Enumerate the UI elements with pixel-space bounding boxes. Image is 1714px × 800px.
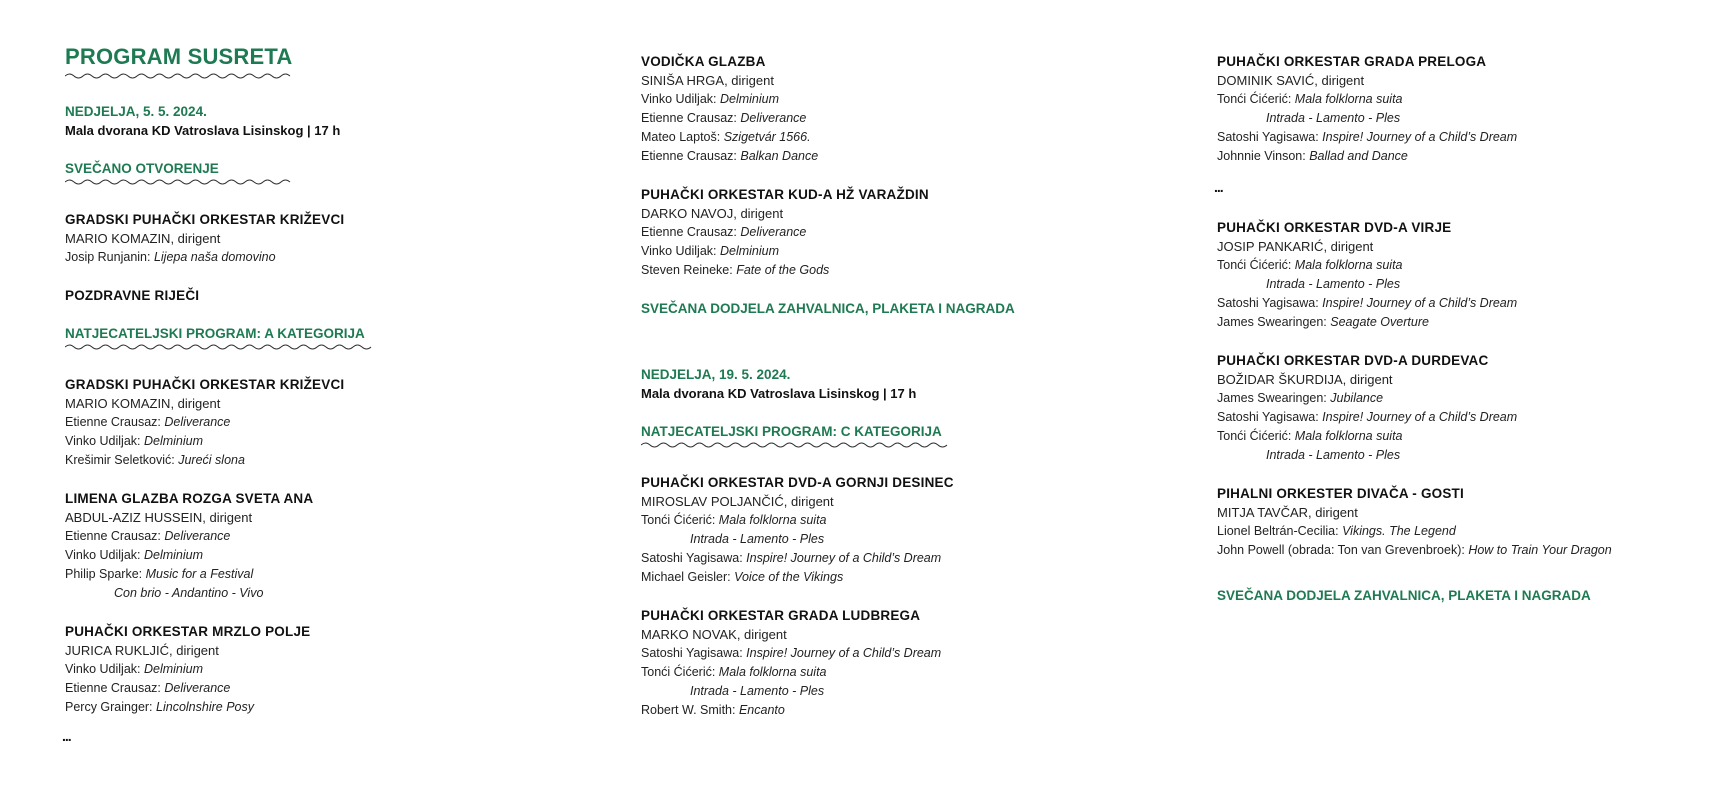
piece-line <box>65 451 585 470</box>
ensemble-block <box>641 606 1161 720</box>
section-heading-speeches: POZDRAVNE RIJEČI <box>65 288 200 303</box>
page-title: PROGRAM SUSRETA <box>65 44 293 69</box>
ensemble-name: LIMENA GLAZBA ROZGA SVETA ANA <box>65 491 314 506</box>
work-title: Voice of the Vikings <box>734 570 844 584</box>
work-title: Mala folklorna suita <box>718 513 827 527</box>
work-title: Inspire! Journey of a Child’s Dream <box>1322 130 1518 144</box>
composer: James Swearingen: <box>1217 315 1331 329</box>
ensemble-block <box>1217 351 1697 465</box>
continuation-ellipsis: ... <box>62 728 71 744</box>
piece-line <box>641 644 1161 663</box>
composer: John Powell (obrada: Ton van Grevenbroek): <box>1217 543 1469 557</box>
work-title: Szigetvár 1566. <box>723 130 811 144</box>
work-title: Fate of the Gods <box>736 263 830 277</box>
work-title: Deliverance <box>164 529 231 543</box>
movements-line: Intrada - Lamento - Ples <box>1266 111 1401 125</box>
ensemble-name: GRADSKI PUHAČKI ORKESTAR KRIŽEVCI <box>65 212 345 227</box>
work-title: Delminium <box>143 662 204 676</box>
work-title: Inspire! Journey of a Child’s Dream <box>1322 296 1518 310</box>
composer: Michael Geisler: <box>641 570 735 584</box>
conductor: JURICA RUKLJIĆ, dirigent <box>65 643 219 658</box>
composer: Satoshi Yagisawa: <box>1217 130 1323 144</box>
piece-line <box>641 242 1161 261</box>
composer: Tonći Ćićerić: <box>1217 92 1295 106</box>
ensemble-name: PIHALNI ORKESTER DIVAČA - GOSTI <box>1217 486 1464 501</box>
composer: Tonći Ćićerić: <box>641 665 719 679</box>
work-title: Vikings. The Legend <box>1342 524 1456 538</box>
composer: Satoshi Yagisawa: <box>1217 296 1323 310</box>
piece-line <box>641 90 1161 109</box>
piece-line <box>65 698 585 717</box>
work-title: Mala folklorna suita <box>718 665 827 679</box>
ensemble-block <box>65 622 585 717</box>
wavy-divider <box>65 178 293 186</box>
work-title: Delminium <box>719 244 780 258</box>
conductor: BOŽIDAR ŠKURDIJA, dirigent <box>1217 372 1393 387</box>
composer: Etienne Crausaz: <box>65 681 165 695</box>
ensemble-name: VODIČKA GLAZBA <box>641 54 766 69</box>
work-title: Lijepa naša domovino <box>153 250 276 264</box>
composer: Vinko Udiljak: <box>65 434 144 448</box>
wavy-divider <box>641 441 951 449</box>
composer: Etienne Crausaz: <box>641 111 741 125</box>
conductor: DARKO NAVOJ, dirigent <box>641 206 784 221</box>
ensemble-name: PUHAČKI ORKESTAR GRADA LUDBREGA <box>641 608 921 623</box>
conductor: MARKO NOVAK, dirigent <box>641 627 787 642</box>
conductor: MARIO KOMAZIN, dirigent <box>65 396 221 411</box>
composer: Satoshi Yagisawa: <box>641 646 747 660</box>
movements-line: Intrada - Lamento - Ples <box>1266 448 1401 462</box>
movements-line: Intrada - Lamento - Ples <box>1266 277 1401 291</box>
ensemble-name: PUHAČKI ORKESTAR KUD-A HŽ VARAŽDIN <box>641 187 929 202</box>
conductor: MITJA TAVČAR, dirigent <box>1217 505 1358 520</box>
composer: Philip Sparke: <box>65 567 146 581</box>
movements-line: Intrada - Lamento - Ples <box>690 684 825 698</box>
column-1 <box>62 44 585 744</box>
piece-line <box>641 663 1161 682</box>
composer: Vinko Udiljak: <box>641 244 720 258</box>
continuation-ellipsis: ... <box>1214 179 1223 195</box>
section-heading-category-c: NATJECATELJSKI PROGRAM: C KATEGORIJA <box>641 424 942 439</box>
composer: Krešimir Seletković: <box>65 453 179 467</box>
piece-line <box>1217 541 1697 560</box>
work-title: Delminium <box>143 548 204 562</box>
conductor: SINIŠA HRGA, dirigent <box>641 73 774 88</box>
composer: Percy Grainger: <box>65 700 157 714</box>
movements-line: Intrada - Lamento - Ples <box>690 532 825 546</box>
piece-line <box>641 261 1161 280</box>
ensemble-block <box>1217 218 1697 332</box>
ensemble-name: GRADSKI PUHAČKI ORKESTAR KRIŽEVCI <box>65 377 345 392</box>
date-heading: NEDJELJA, 19. 5. 2024. <box>641 367 791 382</box>
work-title: Delminium <box>719 92 780 106</box>
piece-line <box>65 248 585 267</box>
ensemble-block <box>641 473 1161 587</box>
section-heading-category-a: NATJECATELJSKI PROGRAM: A KATEGORIJA <box>65 326 365 341</box>
piece-line <box>65 679 585 698</box>
composer: Etienne Crausaz: <box>641 149 741 163</box>
piece-line <box>1217 408 1697 427</box>
conductor: ABDUL-AZIZ HUSSEIN, dirigent <box>65 510 253 525</box>
piece-line <box>641 701 1161 720</box>
piece-line <box>641 128 1161 147</box>
work-title: Deliverance <box>164 681 231 695</box>
work-title: Ballad and Dance <box>1309 149 1408 163</box>
ensemble-block <box>65 489 585 603</box>
awards-heading: SVEČANA DODJELA ZAHVALNICA, PLAKETA I NAGRADA <box>1217 588 1591 603</box>
composer: Tonći Ćićerić: <box>1217 429 1295 443</box>
date-heading: NEDJELJA, 5. 5. 2024. <box>65 104 207 119</box>
venue-line: Mala dvorana KD Vatroslava Lisinskog | 17 h <box>641 386 917 401</box>
composer: Vinko Udiljak: <box>641 92 720 106</box>
piece-line <box>65 660 585 679</box>
composer: Tonći Ćićerić: <box>641 513 719 527</box>
ensemble-name: PUHAČKI ORKESTAR DVD-A GORNJI DESINEC <box>641 475 954 490</box>
work-title: Jubilance <box>1330 391 1384 405</box>
ensemble-block <box>65 375 585 470</box>
piece-line <box>1217 256 1697 275</box>
composer: Robert W. Smith: <box>641 703 739 717</box>
section-heading-opening: SVEČANO OTVORENJE <box>65 161 219 176</box>
wavy-divider <box>65 72 293 80</box>
conductor: JOSIP PANKARIĆ, dirigent <box>1217 239 1374 254</box>
piece-line <box>1217 294 1697 313</box>
piece-line <box>641 511 1161 530</box>
work-title: Jureći slona <box>178 453 245 467</box>
work-title: Balkan Dance <box>740 149 819 163</box>
work-title: Music for a Festival <box>145 567 254 581</box>
work-title: Encanto <box>738 703 785 717</box>
composer: Lionel Beltrán-Cecilia: <box>1217 524 1343 538</box>
composer: Vinko Udiljak: <box>65 662 144 676</box>
piece-line <box>65 527 585 546</box>
piece-line <box>641 549 1161 568</box>
column-2 <box>641 52 1161 720</box>
ensemble-block <box>1217 52 1697 166</box>
awards-heading: SVEČANA DODJELA ZAHVALNICA, PLAKETA I NAGRADA <box>641 301 1015 316</box>
piece-line <box>641 223 1161 242</box>
composer: Mateo Laptoš: <box>641 130 724 144</box>
composer: Tonći Ćićerić: <box>1217 258 1295 272</box>
work-title: Inspire! Journey of a Child’s Dream <box>746 551 942 565</box>
conductor: DOMINIK SAVIĆ, dirigent <box>1217 73 1365 88</box>
piece-line <box>1217 90 1697 109</box>
composer: Vinko Udiljak: <box>65 548 144 562</box>
ensemble-block <box>1217 484 1697 560</box>
movements-line: Con brio - Andantino - Vivo <box>114 586 264 600</box>
ensemble-block <box>641 185 1161 280</box>
piece-line <box>1217 313 1697 332</box>
piece-line <box>65 413 585 432</box>
piece-line <box>641 147 1161 166</box>
composer: Johnnie Vinson: <box>1217 149 1310 163</box>
composer: Satoshi Yagisawa: <box>641 551 747 565</box>
piece-line <box>1217 147 1697 166</box>
composer: Etienne Crausaz: <box>65 415 165 429</box>
ensemble-name: PUHAČKI ORKESTAR DVD-A DURDEVAC <box>1217 353 1489 368</box>
work-title: How to Train Your Dragon <box>1468 543 1612 557</box>
composer: Etienne Crausaz: <box>65 529 165 543</box>
ensemble-name: PUHAČKI ORKESTAR MRZLO POLJE <box>65 624 311 639</box>
wavy-divider <box>65 343 375 351</box>
work-title: Inspire! Journey of a Child’s Dream <box>1322 410 1518 424</box>
work-title: Inspire! Journey of a Child’s Dream <box>746 646 942 660</box>
composer: Steven Reineke: <box>641 263 737 277</box>
ensemble-block <box>641 52 1161 166</box>
piece-line <box>65 546 585 565</box>
ensemble-name: PUHAČKI ORKESTAR GRADA PRELOGA <box>1217 54 1487 69</box>
venue-line: Mala dvorana KD Vatroslava Lisinskog | 17 h <box>65 123 341 138</box>
conductor: MIROSLAV POLJANČIĆ, dirigent <box>641 494 834 509</box>
work-title: Seagate Overture <box>1330 315 1429 329</box>
composer: Josip Runjanin: <box>65 250 154 264</box>
piece-line <box>65 565 585 584</box>
work-title: Deliverance <box>164 415 231 429</box>
composer: Satoshi Yagisawa: <box>1217 410 1323 424</box>
work-title: Delminium <box>143 434 204 448</box>
work-title: Deliverance <box>740 111 807 125</box>
piece-line <box>1217 389 1697 408</box>
composer: James Swearingen: <box>1217 391 1331 405</box>
column-3 <box>1214 52 1697 605</box>
composer: Etienne Crausaz: <box>641 225 741 239</box>
work-title: Mala folklorna suita <box>1294 258 1403 272</box>
work-title: Lincolnshire Posy <box>156 700 254 714</box>
piece-line <box>65 432 585 451</box>
piece-line <box>1217 128 1697 147</box>
work-title: Deliverance <box>740 225 807 239</box>
piece-line <box>1217 522 1697 541</box>
piece-line <box>641 568 1161 587</box>
conductor: MARIO KOMAZIN, dirigent <box>65 231 221 246</box>
ensemble-name: PUHAČKI ORKESTAR DVD-A VIRJE <box>1217 220 1452 235</box>
work-title: Mala folklorna suita <box>1294 92 1403 106</box>
work-title: Mala folklorna suita <box>1294 429 1403 443</box>
piece-line <box>641 109 1161 128</box>
piece-line <box>1217 427 1697 446</box>
ensemble-block <box>65 210 585 267</box>
